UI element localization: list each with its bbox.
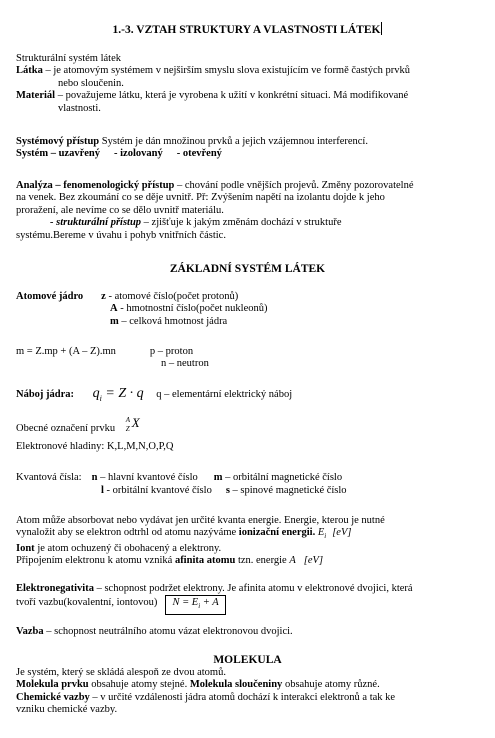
atom-nucleus-block <box>16 291 268 328</box>
s-symbol: s <box>225 485 230 496</box>
structural-approach: - strukturální přístup – zjišťuje k jakým změnám dochází v struktuře <box>50 217 342 229</box>
element-notation-block <box>16 417 148 435</box>
charge-block <box>16 388 292 405</box>
n-symbol: n <box>91 472 98 483</box>
z-symbol: z <box>101 291 106 302</box>
system-approach: Systémový přístup Systém je dán množinou prvků a jejich vzájemnou interferencí. <box>16 136 368 147</box>
electron-levels: Elektronové hladiny: K,L,M,N,O,P,Q <box>16 441 174 452</box>
atom-label: Atomové jádro <box>16 291 84 302</box>
material-definition-cont: vlastnosti. <box>58 102 101 114</box>
mass-formula-block <box>16 346 193 358</box>
n-description: – hlavní kvantové číslo <box>97 472 198 483</box>
ion-line: Iont je atom ochuzený či obohacený a elektrony. <box>16 542 222 554</box>
l-description: - orbitální kvantové číslo <box>103 485 212 496</box>
notation-label: Obecné označení prvku <box>16 423 116 434</box>
m-description: – celková hmotnost jádra <box>118 315 228 327</box>
molecule-line: Molekula prvku obsahuje atomy stejné. Molekula sloučeniny obsahuje atomy různé. <box>16 679 380 691</box>
electronegativity-term: Elektronegativita <box>16 583 94 594</box>
bond-line: Vazba – schopnost neutrálního atomu vázat elektronovou dvojici. <box>16 626 293 637</box>
molecule-block <box>16 667 482 717</box>
quantum-label: Kvantová čísla: <box>16 472 82 483</box>
system-types: Systém – uzavřený - izolovaný - otevřený <box>16 148 222 160</box>
latka-definition-cont: nebo sloučenin. <box>58 77 124 89</box>
a-description: - hmotnostní číslo(počet nukleonů) <box>117 303 268 315</box>
electronegativity-block: Elektronegativita – schopnost podržet elektrony. Je afinita atomu v elektronové dvojici, která tvoří vazbu(kovalentní, iontovou) $N = E_i + A$ <box>16 583 482 615</box>
quantum-numbers-row-2 <box>101 485 347 497</box>
document-heading <box>0 22 495 36</box>
energy-block <box>16 515 482 568</box>
mass-formula: m = Z.mp + (A – Z).mn <box>16 346 116 357</box>
analysis-line: proražení, ale nevíme co se dělo uvnitř materiálu. <box>16 204 224 216</box>
ionization-line: vynaložit aby se elektron odtrhl od atomu nazýváme ionizační energii. $E_i$ [eV] <box>16 527 352 541</box>
molecule-line: vzniku chemické vazby. <box>16 704 118 716</box>
molecule-line: Chemické vazby – v určité vzdálenosti jádra atomů dochází k interakci elektronů a tak ke <box>16 691 396 703</box>
text-cursor <box>381 22 382 35</box>
charge-description: q – elementární elektrický náboj <box>156 389 293 400</box>
heading-text: 1.-3. VZTAH STRUKTURY A VLASTNOSTI LÁTEK <box>112 24 381 36</box>
intro-line: Strukturální systém látek <box>16 53 121 64</box>
z-description: - atomové číslo(počet protonů) <box>105 291 239 302</box>
charge-label: Náboj jádra: <box>16 389 75 400</box>
affinity-line: Připojením elektronu k atomu vzniká afinita atomu tzn. energie A [eV] <box>16 555 324 567</box>
m-quantum-symbol: m <box>213 472 223 483</box>
analysis-line: systému.Bereme v úvahu i pohyb vnitřních částic. <box>16 229 226 241</box>
a-symbol: A <box>110 303 118 315</box>
latka-definition: Látka – je atomovým systémem v nejširším smyslu slova existujícím ve formě častých prvků <box>16 65 410 77</box>
intro-block <box>16 53 482 115</box>
proton-label: p – proton <box>149 346 194 357</box>
m-quantum-description: – orbitální magnetické číslo <box>222 472 343 483</box>
section-heading-molecule: MOLEKULA <box>213 654 282 666</box>
analysis-line: Analýza – fenomenologický přístup – chování podle vnějších projevů. Změny pozorovatelné <box>16 180 414 191</box>
element-symbol: A Z X <box>125 415 140 433</box>
bond-term: Vazba <box>16 626 44 637</box>
electronegativity-formula: $N = E_i + A$ <box>165 595 225 614</box>
system-block <box>16 136 482 161</box>
neutron-label: n – neutron <box>161 358 209 369</box>
analysis-line: na venek. Bez zkoumání co se děje uvnitř. Př: Zvýšením napětí na izolantu dojde k jeho <box>16 192 385 204</box>
molecule-line: Je systém, který se skládá alespoň ze dvou atomů. <box>16 667 226 678</box>
material-definition: Materiál – považujeme látku, která je vyrobena k užití v konkrétní situaci. Má modifikované <box>16 90 409 102</box>
m-symbol: m <box>110 315 119 327</box>
s-description: – spinové magnetické číslo <box>229 485 347 496</box>
analysis-block <box>16 180 482 242</box>
section-heading-basic-system: ZÁKLADNÍ SYSTÉM LÁTEK <box>169 263 326 275</box>
energy-line: Atom může absorbovat nebo vydávat jen určité kvanta energie. Energie, kterou je nutné <box>16 515 385 526</box>
l-symbol: l <box>101 485 104 496</box>
charge-formula: $q_i = Z \cdot q$ <box>92 386 144 403</box>
quantum-numbers-row-1 <box>16 472 342 484</box>
